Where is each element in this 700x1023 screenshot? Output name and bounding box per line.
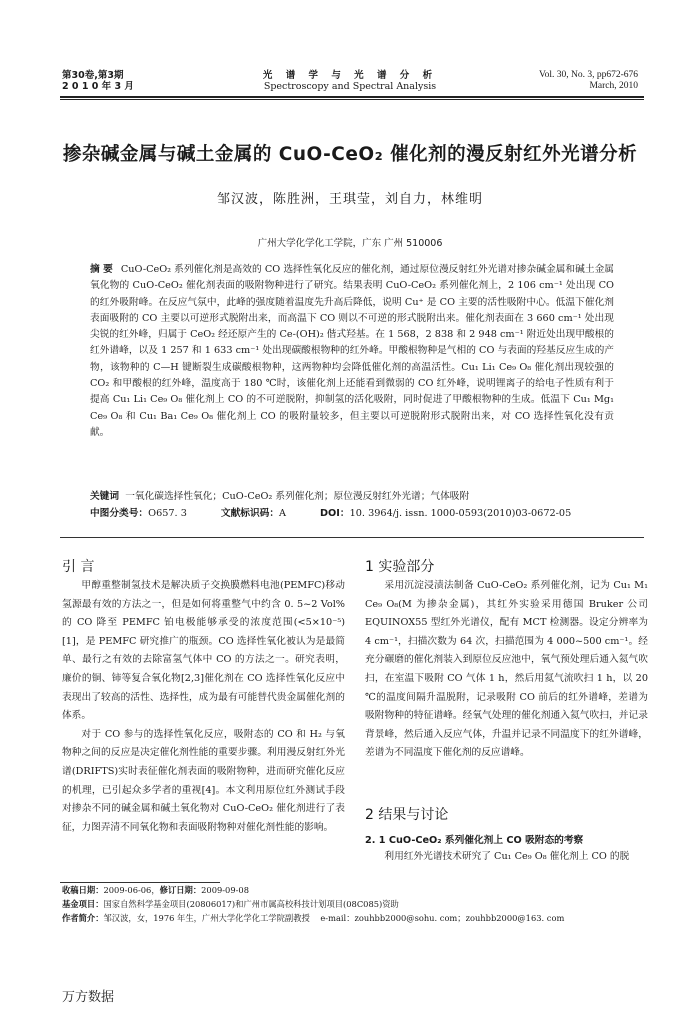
intro-heading: 引 言	[62, 559, 95, 575]
volume-issue: 第30卷,第3期	[62, 70, 124, 81]
fund-text: 国家自然科学基金项目(20806017)和广州市属高校科技计划项目(08C085)资助	[103, 899, 399, 909]
footnote-dates	[62, 884, 662, 897]
section-divider	[60, 537, 644, 538]
experimental-body	[365, 577, 648, 763]
clc-value: O657. 3	[148, 508, 187, 519]
journal-name-cn: 光 谱 学 与 光 谱 分 析	[262, 70, 438, 81]
affiliation: 广州大学化学化工学院，广东 广州 510006	[257, 238, 443, 249]
results-paragraph: 利用红外光谱技术研究了 Cu₁ Ce₉ O₈ 催化剂上 CO 的脱	[384, 851, 630, 862]
received-date: 2009-06-06，	[103, 885, 160, 895]
intro-paragraph: 对于 CO 参与的选择性氧化反应，吸附态的 CO 和 H₂ 与氧物种之间的反应是决定催化剂性能的重要步骤。利用漫反射红外光谱(DRIFTS)实时表征催化剂表面的吸附物种，进而研究催化反应的机理，已引起众多学者的重视[4]。本文利用原位红外测试手段对掺杂不同的碱金属和碱土氧化物对 CuO-CeO₂ 催化剂进行了表征，力图弄清不同氧化物和表面吸附物种对催化剂性能的影响。	[62, 728, 345, 833]
abstract-text: CuO-CeO₂ 系列催化剂是高效的 CO 选择性氧化反应的催化剂，通过原位漫反射红外光谱对掺杂碱金属和碱土金属氧化物的 CuO-CeO₂ 催化剂表面的吸附物种进行了研究。结果表明 CuO-CeO₂ 系列催化剂上，2 106 cm⁻¹ 处出现 CO 的红外吸附峰。在反应气氛中，此峰的强度随着温度先升高后降低，说明 Cu⁺ 是 CO 主要的活性吸附中心。低温下催化剂表面吸附的 CO 主要以可逆形式脱附出来，而高温下 CO 则以不可逆的形式脱附出来。催化剂表面在 3 660 cm⁻¹ 处出现尖锐的红外峰，归属于 CeO₂ 经还原产生的 Ce-(OH)₂ 偕式羟基。在 1 568，2 838 和 2 948 cm⁻¹ 附近处出现甲酸根的红外谱峰，以及 1 257 和 1 633 cm⁻¹ 处出现碳酸根物种的红外峰。甲酸根物种是气相的 CO 与表面的羟基反应生成的产物，该物种的 C—H 键断裂生成碳酸根物种，这两物种均会降低催化剂的高温活性。Cu₁ Li₁ Ce₉ O₈ 催化剂出现较强的 CO₂ 和甲酸根的红外峰，温度高于 180 ℃时，该催化剂上还能看到微弱的 CO 红外峰，说明锂离子的给电子性质有利于提高 Cu₁ Li₁ Ce₉ O₈ 催化剂上 CO 的不可逆脱附，抑制氢的活化吸附，同时促进了甲酸根物种的生成。低温下 Cu₁ Mg₁ Ce₉ O₈ 和 Cu₁ Ba₁ Ce₉ O₈ 催化剂上 CO 的吸附量较多，但主要以可逆脱附形式脱附出来，对 CO 选择性氧化没有贡献。	[90, 264, 614, 438]
author-bio-text: 邹汉波，女，1976 年生，广州大学化学化工学院副教授	[103, 913, 310, 923]
journal-pages-info	[539, 70, 638, 92]
doi-value[interactable]: 10. 3964/j. issn. 1000-0593(2010)03-0672-05	[349, 508, 572, 519]
journal-name-en: Spectroscopy and Spectral Analysis	[263, 81, 437, 92]
author-list: 邹汉波，陈胜洲，王琪莹，刘自力，林维明	[216, 192, 483, 207]
database-watermark: 万方数据	[62, 990, 115, 1005]
footnote-author	[62, 912, 662, 925]
revised-label: 修订日期：	[159, 885, 202, 895]
intro-paragraph: 甲醇重整制氢技术是解决质子交换膜燃料电池(PEMFC)移动氢源最有效的方法之一，但是如何将重整气中约含 0. 5~2 Vol%的 CO 降至 PEMFC 铂电极能够承受的浓度范围(<5×10⁻⁵)[1]，是 PEMFC 研究推广的瓶颈。CO 选择性氧化被认为是最简单、最行之有效的去除富氢气体中 CO 的方法之一。研究表明，廉价的铜、铈等复合氧化物[2,3]催化剂在 CO 选择性氧化反应中表现出了较高的活性、选择性，成为最有可能替代贵金属催化剂的体系。	[62, 580, 345, 722]
experimental-heading: 1 实验部分	[365, 559, 435, 575]
experimental-paragraph: 采用沉淀浸渍法制备 CuO-CeO₂ 系列催化剂，记为 Cu₁ M₁ Ce₉ O₈(M 为掺杂金属)，其红外实验采用德国 Bruker 公司 EQUINOX55 型红外光谱仪，配有 MCT 检测器。设定分辨率为 4 cm⁻¹，扫描次数为 64 次，扫描范围为 4 000~500 cm⁻¹。经充分碾磨的催化剂装入到原位反应池中，氧气预处理后通入氦气吹扫，在室温下吸附 CO 气体 1 h，然后用氦气流吹扫 1 h，以 20 ℃的温度间隔升温脱附，记录吸附 CO 前后的红外谱峰，差谱为吸附物种的特征谱峰。经氧气处理的催化剂通入氦气吹扫，并记录背景峰，然后通入反应气体，升温并记录不同温度下的红外谱峰，差谱为不同温度下催化剂的反应谱峰。	[365, 580, 648, 759]
doi-label: DOI：	[320, 508, 350, 519]
journal-volume-info	[62, 70, 134, 92]
abstract-label: 摘 要	[90, 264, 113, 275]
paper-title: 掺杂碱金属与碱土金属的 CuO-CeO₂ 催化剂的漫反射红外光谱分析	[62, 144, 638, 165]
results-subheading: 2. 1 CuO-CeO₂ 系列催化剂上 CO 吸附态的考察	[365, 835, 584, 846]
keywords	[90, 489, 614, 505]
author-bio-label: 作者简介：	[62, 913, 104, 923]
doc-code-value: A	[279, 508, 287, 519]
revised-date: 2009-09-08	[201, 885, 249, 895]
results-heading: 2 结果与讨论	[365, 807, 449, 823]
received-label: 收稿日期：	[62, 885, 104, 895]
doc-code-label: 文献标识码：	[220, 508, 280, 519]
intro-body	[62, 577, 345, 837]
abstract	[90, 262, 614, 441]
volume-pages: Vol. 30, No. 3, pp672-676	[538, 70, 638, 80]
footnote-rule	[60, 882, 220, 883]
fund-label: 基金项目：	[62, 899, 104, 909]
keywords-text: 一氧化碳选择性氧化；CuO-CeO₂ 系列催化剂；原位漫反射红外光谱；气体吸附	[125, 491, 470, 502]
month-year: March, 2010	[589, 81, 638, 91]
author-email[interactable]: e-mail：zouhbb2000@sohu. com；zouhbb2000@163. com	[320, 913, 565, 923]
header-rule-thin	[60, 99, 644, 100]
journal-name	[200, 70, 500, 92]
results-body	[365, 848, 648, 867]
footnote-fund	[62, 898, 662, 911]
issue-date: 2 0 1 0 年 3 月	[62, 81, 134, 92]
header-rule	[60, 96, 644, 98]
keywords-label: 关键词	[90, 491, 120, 502]
clc-label: 中图分类号：	[90, 508, 149, 519]
classification-line	[90, 506, 614, 522]
